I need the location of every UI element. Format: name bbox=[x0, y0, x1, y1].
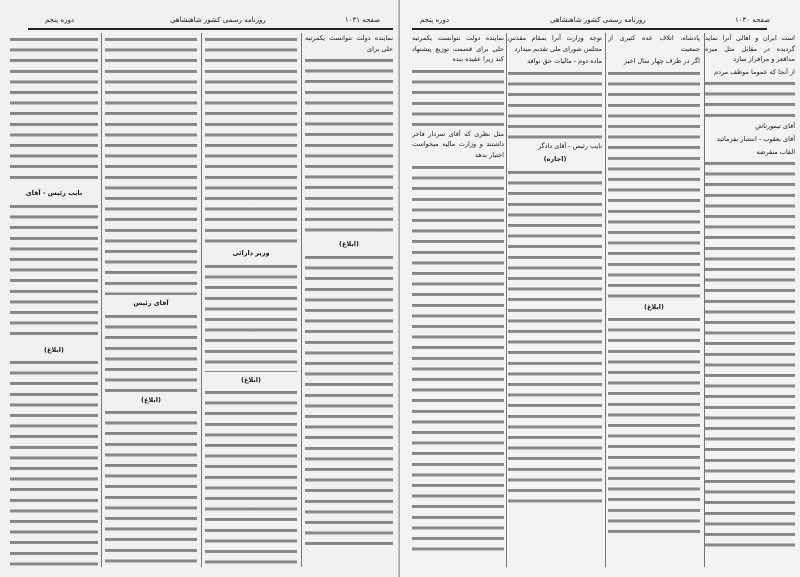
text-snippet: القاب منقرضه bbox=[756, 147, 795, 156]
text-snippet: اگر در ظرف چهار سال اخیر bbox=[623, 57, 700, 66]
section-heading: وزیر دارائی bbox=[232, 249, 270, 257]
right-page bbox=[400, 0, 800, 577]
page-header bbox=[0, 16, 400, 28]
text-snippet: توجه وزارت آنرا بمقام مقدس مجلس شورای ملی تقدیم میدارد bbox=[508, 34, 602, 53]
section-heading: (ابلاغ) bbox=[141, 395, 161, 404]
section-heading: (اجازه) bbox=[543, 155, 567, 164]
newspaper-title: روزنامه رسمی کشور شاهنشاهی bbox=[550, 16, 646, 24]
column bbox=[105, 33, 197, 567]
column bbox=[508, 33, 602, 567]
header-rule bbox=[412, 28, 767, 30]
section-heading: (ابلاغ) bbox=[44, 345, 64, 354]
volume-label: دوره پنجم bbox=[420, 16, 450, 24]
text-snippet: نماینده دولت نتوانست یکمرتبه حلی برای قسمت توزیع پیشنهاد کند زیرا عقیده بنده bbox=[412, 34, 504, 64]
text-snippet: نایب رئیس - آقای دادگر bbox=[537, 141, 602, 150]
text-snippet: آقای یعقوب - انتشار بفرمائید bbox=[716, 134, 795, 143]
text-snippet: است ایران و اهالی آنرا نماید گردیده در مقابل مثل میزه مدافعر و مرافراز سازد bbox=[705, 34, 795, 64]
section-heading: (ابلاغ) bbox=[644, 302, 664, 311]
volume-label: دوره پنجم bbox=[45, 16, 75, 24]
page-number: صفحه ۱۰۳۱ bbox=[345, 16, 381, 24]
column bbox=[412, 33, 504, 567]
header-rule bbox=[28, 28, 393, 30]
column bbox=[305, 33, 393, 567]
newspaper-title: روزنامه رسمی کشور شاهنشاهی bbox=[170, 16, 266, 24]
page-header bbox=[400, 16, 800, 28]
text-snippet: مثل نظری که آقای سردار فاخر داشتند و وزارت مالیه میخواست اختیار بدهد bbox=[412, 129, 504, 159]
section-heading: آقای رئیس bbox=[133, 299, 169, 307]
section-heading: نایب رئیس - آقای bbox=[25, 189, 83, 197]
section-heading: (ابلاغ) bbox=[241, 375, 261, 384]
page-number: صفحه ۱۰۳۰ bbox=[735, 16, 771, 24]
text-snippet: پادشاه، اتلاف عده کثیری از جمعیت bbox=[608, 34, 700, 53]
text-snippet: آقای تیمورتاش bbox=[755, 122, 795, 131]
text-snippet: از آنجا که عموما موظف مردم bbox=[714, 67, 795, 76]
text-snippet: نماینده دولت نتوانست یکمرتبه حلی برای bbox=[305, 34, 393, 53]
column bbox=[205, 33, 297, 567]
text-snippet: ماده دوم - مالیات حق توافد bbox=[527, 57, 602, 66]
column bbox=[10, 33, 98, 567]
column bbox=[705, 33, 795, 567]
column bbox=[608, 33, 700, 567]
section-heading: (ابلاغ) bbox=[339, 240, 359, 249]
